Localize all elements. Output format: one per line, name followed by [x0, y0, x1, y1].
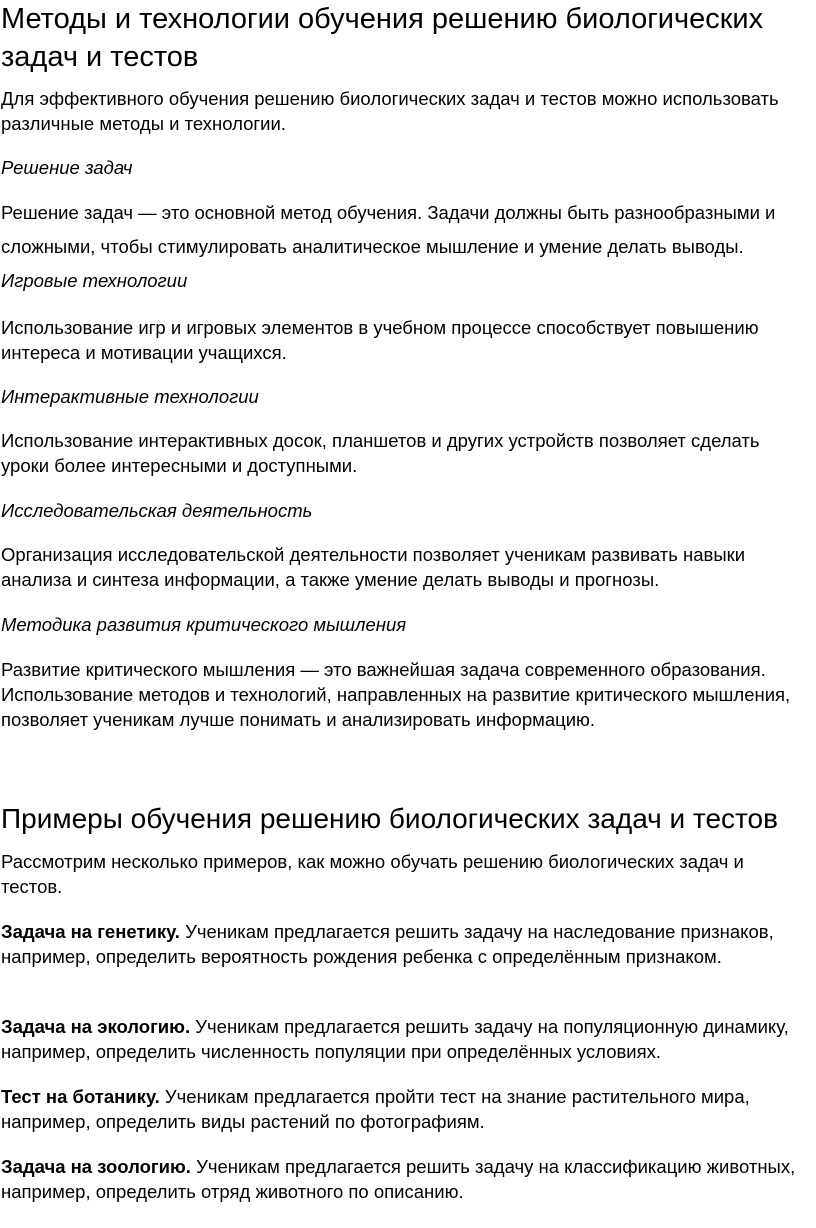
critical-heading: Методика развития критического мышления — [1, 614, 407, 635]
example-ecology-label: Задача на экологию. — [1, 1016, 191, 1037]
example-genetics-label: Задача на генетику. — [1, 921, 180, 942]
research-text: Организация исследовательской деятельности позволяет ученикам развивать навыки анализа и синтеза информации, а также умение делать выводы и прогнозы. — [1, 544, 746, 590]
research-heading: Исследовательская деятельность — [1, 500, 313, 521]
example-zoology — [1, 1154, 801, 1204]
section2-intro: Рассмотрим несколько примеров, как можно обучать решению биологических задач и тестов. — [1, 851, 744, 897]
example-botany-label: Тест на ботанику. — [1, 1086, 160, 1107]
section2-title: Примеры обучения решению биологических задач и тестов — [1, 803, 778, 834]
interactive-text: Использование интерактивных досок, планшетов и других устройств позволяет сделать уроки более интересными и доступными. — [1, 430, 760, 476]
example-genetics — [1, 919, 801, 969]
critical-text: Развитие критического мышления — это важнейшая задача современного образования. Использование методов и технологий, направленных на развитие критического мышления, позволяет ученикам лучше понимать и анализировать информацию. — [1, 659, 791, 730]
interactive-heading: Интерактивные технологии — [1, 386, 259, 407]
game-heading: Игровые технологии — [1, 270, 188, 291]
example-ecology — [1, 1014, 801, 1064]
example-genetics-text: Ученикам предлагается решить задачу на наследование признаков, например, определить вероятность рождения ребенка с определённым признаком. — [1, 921, 774, 967]
example-zoology-label: Задача на зоологию. — [1, 1156, 191, 1177]
game-text: Использование игр и игровых элементов в учебном процессе способствует повышению интереса и мотивации учащихся. — [1, 317, 759, 363]
section1-intro: Для эффективного обучения решению биологических задач и тестов можно использовать различные методы и технологии. — [1, 88, 779, 134]
example-zoology-text: Ученикам предлагается решить задачу на классификацию животных, например, определить отряд животного по описанию. — [1, 1156, 796, 1202]
example-ecology-text: Ученикам предлагается решить задачу на популяционную динамику, например, определить численность популяции при определённых условиях. — [1, 1016, 789, 1062]
problem-solving-heading: Решение задач — [1, 157, 133, 178]
section1-title: Методы и технологии обучения решению биологических задач и тестов — [1, 3, 764, 73]
example-botany — [1, 1084, 801, 1134]
problem-solving-text: Решение задач — это основной метод обучения. Задачи должны быть разнообразными и сложными, чтобы стимулировать аналитическое мышление и умение делать выводы. — [1, 202, 776, 257]
problem-solving-paragraph — [1, 196, 801, 298]
example-botany-text: Ученикам предлагается пройти тест на знание растительного мира, например, определить виды растений по фотографиям. — [1, 1086, 750, 1132]
